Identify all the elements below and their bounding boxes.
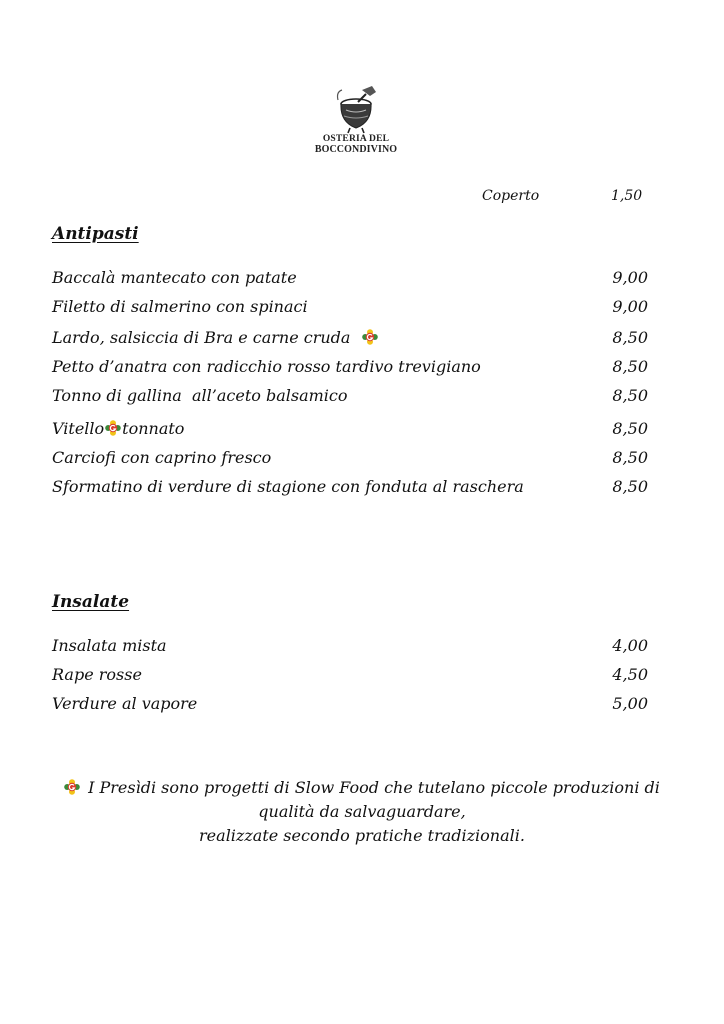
- menu-item-price: 9,00: [612, 268, 648, 287]
- menu-item: [52, 297, 648, 319]
- menu-item: [52, 448, 648, 470]
- menu-item: [52, 357, 648, 379]
- menu-item-name: Rape rosse: [52, 665, 142, 684]
- logo-text-line1: OSTERIA DEL: [322, 134, 390, 144]
- menu-item: [52, 268, 648, 290]
- slow-food-presidio-icon: [105, 420, 121, 436]
- coperto-label: Coperto: [482, 188, 540, 204]
- menu-item-price: 8,50: [612, 328, 648, 347]
- menu-item-name: Tonno di gallina all’aceto balsamico: [52, 386, 348, 405]
- menu-item-name: Sformatino di verdure di stagione con fonduta al raschera: [52, 477, 524, 496]
- menu-item: [52, 386, 648, 408]
- menu-item: [52, 477, 648, 499]
- menu-item: [52, 419, 648, 441]
- menu-item: [52, 636, 648, 658]
- menu-item-name: Insalata mista: [52, 636, 167, 655]
- footnote-line1: [52, 776, 672, 800]
- menu-item-price: 4,00: [612, 636, 648, 655]
- menu-item-price: 8,50: [612, 357, 648, 376]
- restaurant-logo: [306, 84, 406, 160]
- menu-item: [52, 328, 648, 350]
- footnote-text-line2: qualità da salvaguardare,: [258, 802, 466, 821]
- menu-item-price: 9,00: [612, 297, 648, 316]
- footnote-text-line3: realizzate secondo pratiche tradizionali.: [199, 826, 525, 845]
- menu-item-price: 8,50: [612, 477, 648, 496]
- menu-item-price: 8,50: [612, 419, 648, 438]
- slow-food-presidio-icon: [362, 329, 378, 345]
- slow-food-presidio-icon: [64, 779, 80, 795]
- menu-item-name: Filetto di salmerino con spinaci: [52, 297, 308, 316]
- menu-item-name-part1: Vitello: [52, 419, 105, 438]
- menu-item-name-wrapper: [52, 328, 378, 347]
- menu-item: [52, 665, 648, 687]
- menu-item-name: Verdure al vapore: [52, 694, 198, 713]
- section-title-antipasti: Antipasti: [52, 224, 139, 244]
- coperto-price: 1,50: [611, 188, 643, 204]
- footnote-text-line1: I Presìdi sono progetti di Slow Food che tutelano piccole produzioni di: [88, 778, 660, 797]
- cooking-pot-logo-icon: [332, 84, 380, 134]
- menu-item-name: Petto d’anatra con radicchio rosso tardivo trevigiano: [52, 357, 481, 376]
- presidio-footnote: [52, 776, 672, 848]
- menu-item-name: Lardo, salsiccia di Bra e carne cruda: [52, 328, 351, 347]
- menu-item-price: 4,50: [612, 665, 648, 684]
- menu-item-name-part2: tonnato: [122, 419, 185, 438]
- menu-item: [52, 694, 648, 716]
- section-title-insalate: Insalate: [52, 592, 130, 612]
- menu-item-price: 5,00: [612, 694, 648, 713]
- menu-item-price: 8,50: [612, 386, 648, 405]
- logo-text-line2: BOCCONDIVINO: [314, 144, 398, 155]
- menu-item-name: Carciofi con caprino fresco: [52, 448, 272, 467]
- menu-item-price: 8,50: [612, 448, 648, 467]
- menu-item-name-wrapper: [52, 419, 184, 438]
- menu-item-name: Baccalà mantecato con patate: [52, 268, 297, 287]
